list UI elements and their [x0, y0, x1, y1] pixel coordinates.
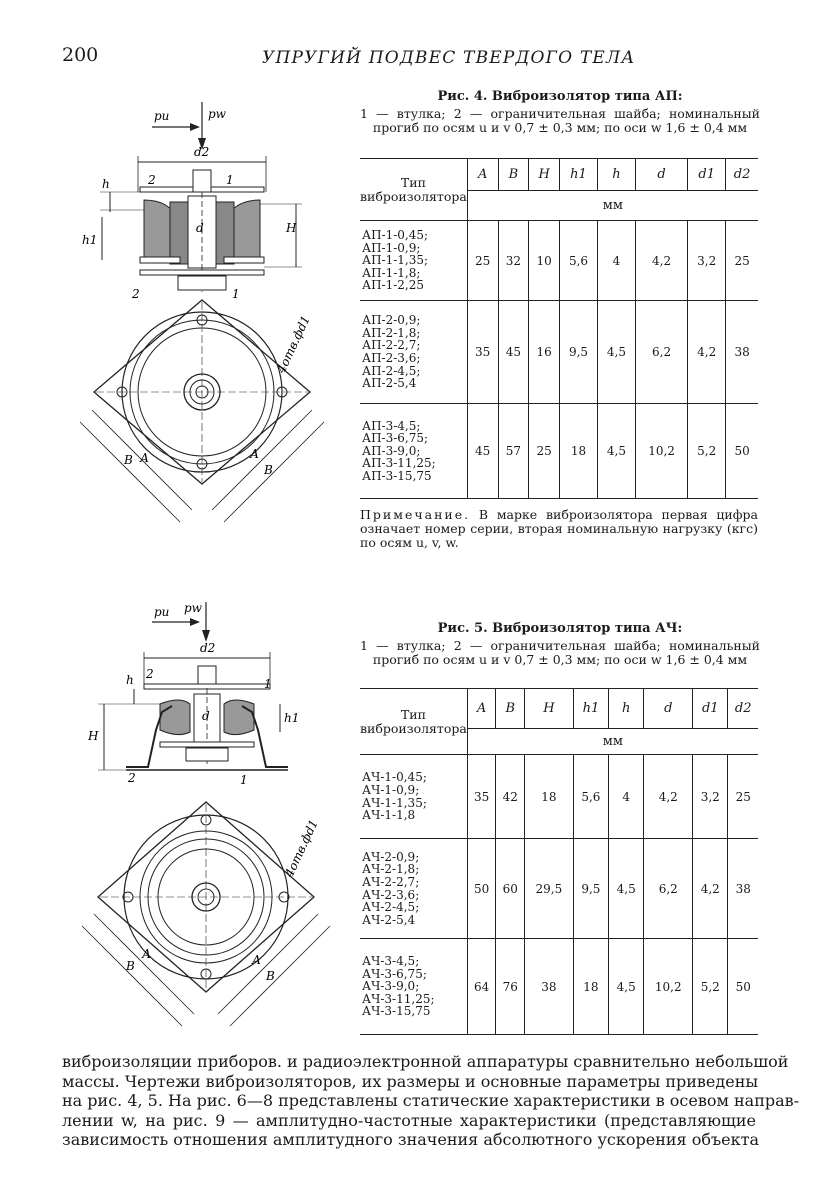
label-A-right: А [252, 953, 262, 967]
label-B-left: В [124, 453, 133, 467]
label-h: h [126, 673, 134, 687]
page-number: 200 [62, 44, 99, 66]
label-A-right: А [250, 447, 260, 461]
col-h: h [597, 159, 635, 191]
figure-5-title: Рис. 5. Виброизолятор типа АЧ: [437, 621, 683, 636]
col-H: H [525, 689, 574, 729]
label-d2: d2 [200, 641, 216, 655]
label-h1: h1 [284, 711, 300, 725]
figure-4-caption [360, 90, 760, 135]
label-B-right: В [266, 969, 275, 983]
type-names: АЧ-3-4,5; АЧ-3-6,75; АЧ-3-9,0; АЧ-3-11,25; АЧ-3-15,75 [360, 939, 467, 1035]
col-d1: d1 [693, 689, 728, 729]
callout-2-bottom: 2 [128, 771, 136, 785]
figure-4-description: 1 — втулка; 2 — ограничительная шайба; номинальный прогиб по осям u и v 0,7 ± 0,3 мм; по оси w 1,6 ± 0,4 мм [360, 106, 760, 135]
callout-2-top: 2 [146, 667, 154, 681]
figure-5-drawing [60, 592, 360, 1032]
callout-1-top: 1 [226, 173, 234, 187]
col-h1: h1 [560, 159, 598, 191]
figure-5-caption [360, 622, 760, 667]
label-B-right: В [264, 463, 273, 477]
col-h1: h1 [573, 689, 608, 729]
col-B: B [496, 689, 525, 729]
col-d1: d1 [688, 159, 726, 191]
label-d: d [202, 709, 210, 723]
callout-1-top: 1 [264, 677, 272, 691]
figure-4-table [360, 158, 758, 499]
label-pu: pu [154, 605, 170, 619]
label-pw: pw [208, 107, 226, 121]
table-row: АЧ-2-0,9; АЧ-2-1,8; АЧ-2-2,7; АЧ-2-3,6; АЧ-2-4,5; АЧ-2-5,4 50 60 29,5 9,5 4,5 6,2 4,2 38 [360, 839, 758, 939]
callout-1-bottom: 1 [240, 773, 248, 787]
label-holes: 4отв.фd1 [274, 313, 313, 376]
col-d2: d2 [728, 689, 758, 729]
table-row: АЧ-3-4,5; АЧ-3-6,75; АЧ-3-9,0; АЧ-3-11,25; АЧ-3-15,75 64 76 38 18 4,5 10,2 5,2 50 [360, 939, 758, 1035]
label-B-left: В [126, 959, 135, 973]
figure-5-table [360, 688, 758, 1035]
label-holes: 4отв.фd1 [282, 817, 321, 880]
body-paragraph [62, 1052, 800, 1150]
body-line: виброизоляции приборов. и радиоэлектронной аппаратуры сравнительно небольшой [62, 1052, 789, 1071]
table-row: АЧ-1-0,45; АЧ-1-0,9; АЧ-1-1,35; АЧ-1-1,8 35 42 18 5,6 4 4,2 3,2 25 [360, 755, 758, 839]
label-H: H [286, 221, 297, 235]
label-pu: pu [154, 109, 170, 123]
note-text: В марке виброизолятора первая цифра означает номер серии, вторая номинальную нагрузку (кгс) по осям u, v, w. [360, 507, 758, 550]
table-row: АП-1-0,45; АП-1-0,9; АП-1-1,35; АП-1-1,8; АП-1-2,25 25 32 10 5,6 4 4,2 3,2 25 [360, 221, 758, 301]
col-h: h [609, 689, 644, 729]
figure-5-description: 1 — втулка; 2 — ограничительная шайба; номинальный прогиб по осям u и v 0,7 ± 0,3 мм; по оси w 1,6 ± 0,4 мм [360, 638, 760, 667]
callout-2-bottom: 2 [132, 287, 140, 301]
type-header: Тип виброизолятора [360, 159, 467, 221]
body-line: лении w, на рис. 9 — амплитудно-частотные характеристики (представляющие [62, 1110, 756, 1130]
figure-4-title: Рис. 4. Виброизолятор типа АП: [437, 89, 683, 104]
type-names: АЧ-1-0,45; АЧ-1-0,9; АЧ-1-1,35; АЧ-1-1,8 [360, 755, 467, 839]
table-row: АП-2-0,9; АП-2-1,8; АП-2-2,7; АП-2-3,6; АП-2-4,5; АП-2-5,4 35 45 16 9,5 4,5 6,2 4,2 38 [360, 301, 758, 404]
label-h1: h1 [82, 233, 98, 247]
col-A: A [467, 689, 496, 729]
col-H: H [529, 159, 560, 191]
body-line: на рис. 4, 5. На рис. 6—8 представлены статические характеристики в осевом направ- [62, 1091, 800, 1110]
type-names: АП-1-0,45; АП-1-0,9; АП-1-1,35; АП-1-1,8; АП-1-2,25 [360, 221, 467, 301]
type-names: АЧ-2-0,9; АЧ-2-1,8; АЧ-2-2,7; АЧ-2-3,6; АЧ-2-4,5; АЧ-2-5,4 [360, 839, 467, 939]
body-line: массы. Чертежи виброизоляторов, их размеры и основные параметры приведены [62, 1071, 759, 1091]
unit-cell: мм [467, 191, 758, 221]
type-names: АП-2-0,9; АП-2-1,8; АП-2-2,7; АП-2-3,6; АП-2-4,5; АП-2-5,4 [360, 301, 467, 404]
callout-1-bottom: 1 [232, 287, 240, 301]
callout-2-top: 2 [148, 173, 156, 187]
col-d: d [635, 159, 687, 191]
label-d: d [196, 221, 204, 235]
note-label: Примечание. [360, 507, 471, 522]
body-line: зависимость отношения амплитудного значения абсолютного ускорения объекта [62, 1130, 759, 1149]
label-A-left: А [142, 947, 152, 961]
unit-cell: мм [467, 729, 758, 755]
label-A-left: А [140, 451, 150, 465]
label-h: h [102, 177, 110, 191]
col-A: A [467, 159, 498, 191]
table-row: АП-3-4,5; АП-3-6,75; АП-3-9,0; АП-3-11,25; АП-3-15,75 45 57 25 18 4,5 10,2 5,2 50 [360, 404, 758, 499]
type-names: АП-3-4,5; АП-3-6,75; АП-3-9,0; АП-3-11,25; АП-3-15,75 [360, 404, 467, 499]
label-H: H [88, 729, 99, 743]
figure-4-note [360, 508, 758, 550]
col-d: d [644, 689, 693, 729]
figure-4-drawing [60, 92, 360, 532]
type-header: Тип виброизолятора [360, 689, 467, 755]
col-d2: d2 [726, 159, 758, 191]
label-pw: pw [184, 601, 202, 615]
col-B: B [498, 159, 529, 191]
running-title: УПРУГИЙ ПОДВЕС ТВЕРДОГО ТЕЛА [262, 48, 636, 68]
label-d2: d2 [194, 145, 210, 159]
